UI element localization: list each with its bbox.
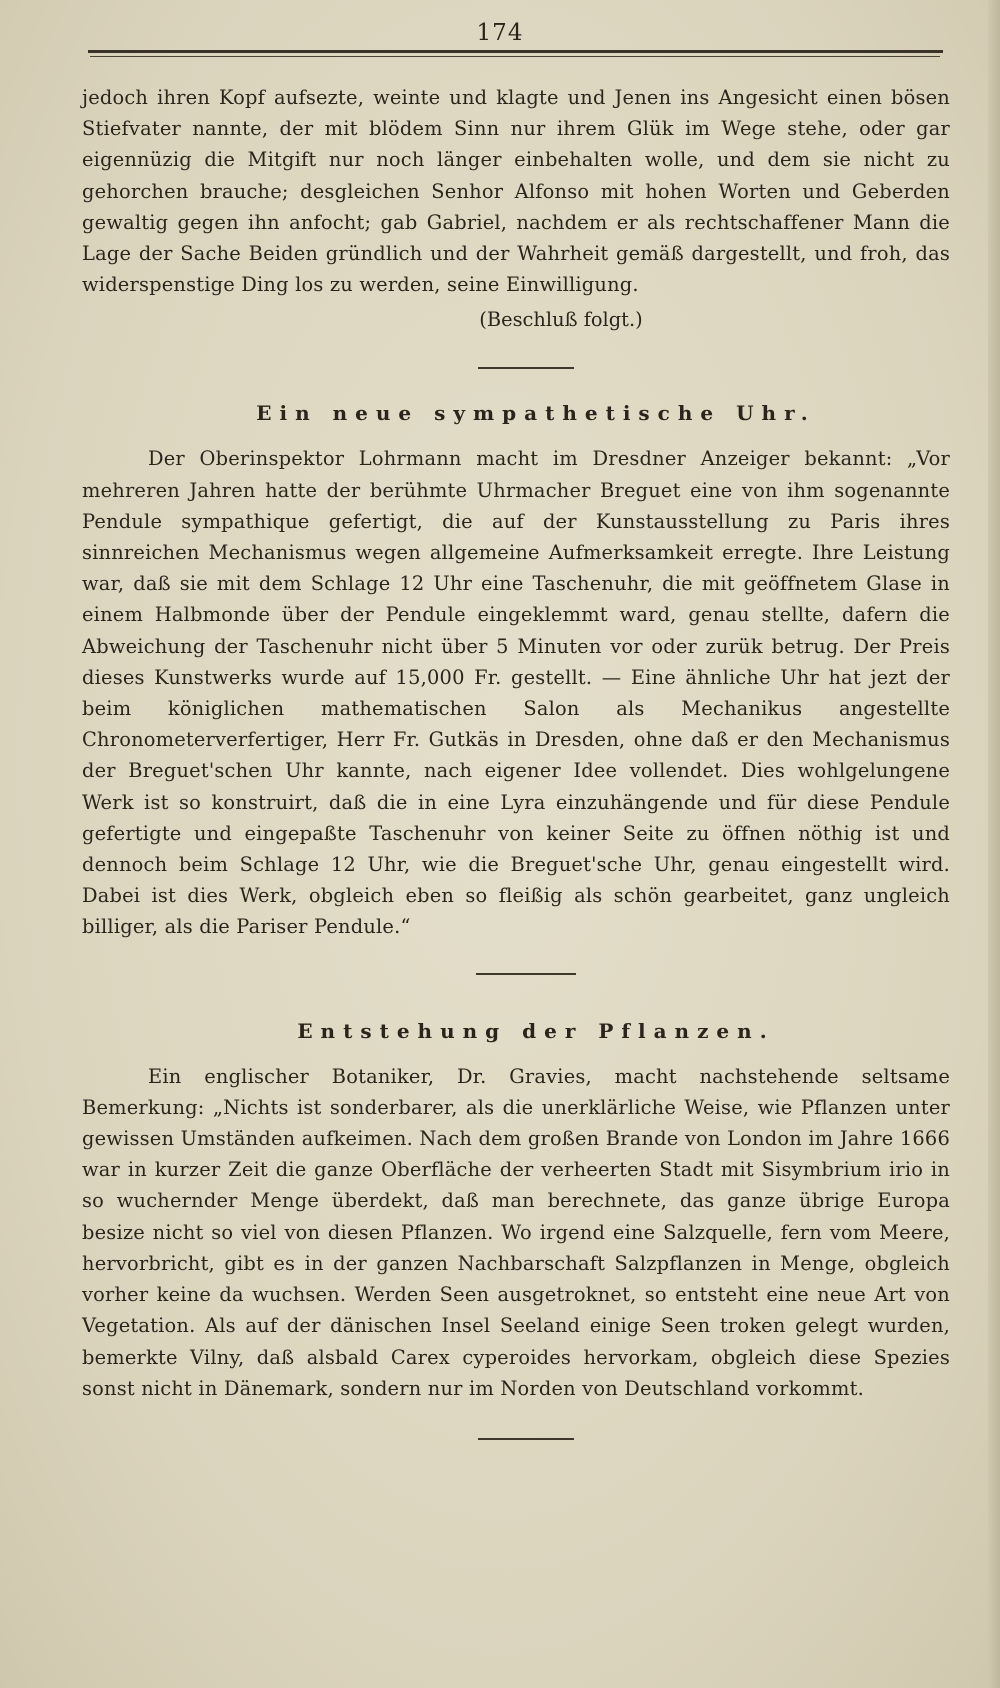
header-rule [88,50,943,53]
page-edge [988,0,1000,1688]
to-be-continued-note: (Beschluß folgt.) [479,308,643,332]
article-title: Ein neue sympathetische Uhr. [256,401,816,426]
header-rule-thin [90,56,940,57]
article-sympathetic-clock [82,401,950,942]
page-content [82,82,950,1440]
continued-story-paragraph: jedoch ihren Kopf aufsezte, weinte und klagte und Jenen ins Angesicht einen bösen Stiefvater nannte, der mit blödem Sinn nur ihrem Glük im Wege stehe, oder gar eigennüzig die Mitgift nur noch länger einbehalten wolle, und dem sie nicht zu gehorchen brauche; desgleichen Senhor Alfonso mit hohen Worten und Geberden gewaltig gegen ihn anfocht; gab Gabriel, nachdem er als rechtschaffener Mann die Lage der Sache Beiden gründlich und der Wahrheit gemäß dargestellt, und froh, das widerspenstige Ding los zu werden, seine Einwilligung. [82,86,950,297]
article-paragraph: Ein englischer Botaniker, Dr. Gravies, macht nachstehende seltsame Bemerkung: „Nichts ist sonderbarer, als die unerklärliche Weise, wie Pflanzen unter gewissen Umständen aufkeimen. Nach dem großen Brande von London im Jahre 1666 war in kurzer Zeit die ganze Oberfläche der verheerten Stadt mit Sisymbrium irio in so wuchernder Menge überdekt, daß man berechnete, das ganze übrige Europa besize nicht so viel von diesen Pflanzen. Wo irgend eine Salzquelle, fern vom Meere, hervorbricht, gibt es in der ganzen Nachbarschaft Salzpflanzen in Menge, obgleich vorher keine da wuchsen. Werden Seen ausgetroknet, so entsteht eine neue Art von Vegetation. Als auf der dänischen Insel Seeland einige Seen troken gelegt wurden, bemerkte Vilny, daß alsbald Carex cyperoides hervorkam, obgleich diese Spezies sonst nicht in Dänemark, sondern nur im Norden von Deutschland vorkommt. [82,1064,950,1400]
section-divider [478,367,574,369]
section-divider [476,973,576,975]
section-divider [478,1438,574,1440]
article-origin-of-plants [82,1019,950,1404]
article-title: Entstehung der Pflanzen. [297,1018,775,1043]
page-number: 174 [476,20,524,46]
article-paragraph: Der Oberinspektor Lohrmann macht im Dresdner Anzeiger bekannt: „Vor mehreren Jahren hatte der berühmte Uhrmacher Breguet eine von ihm sogenannte Pendule sympathique gefertigt, die auf der Kunstausstellung zu Paris ihres sinnreichen Mechanismus wegen allgemeine Aufmerksamkeit erregte. Ihre Leistung war, daß sie mit dem Schlage 12 Uhr eine Taschenuhr, die mit geöffnetem Glase in einem Halbmonde über der Pendule eingeklemmt ward, genau stellte, dafern die Abweichung der Taschenuhr nicht über 5 Minuten vor oder zurük betrug. Der Preis dieses Kunstwerks wurde auf 15,000 Fr. gestellt. — Eine ähnliche Uhr hat jezt der beim königlichen mathematischen Salon als Mechanikus angestellte Chronometerverfertiger, Herr Fr. Gutkäs in Dresden, ohne daß er den Mechanismus der Breguet'schen Uhr kannte, nach eigener Idee vollendet. Dies wohlgelungene Werk ist so konstruirt, daß die in eine Lyra einzuhängende und für diese Pendule gefertigte und eingepaßte Taschenuhr von keiner Seite zu öffnen nöthig ist und dennoch beim Schlage 12 Uhr, wie die Breguet'sche Uhr, genau eingestellt wird. Dabei ist dies Werk, obgleich eben so fleißig als schön gearbeitet, ganz ungleich billiger, als die Pariser Pendule.“ [82,447,950,939]
